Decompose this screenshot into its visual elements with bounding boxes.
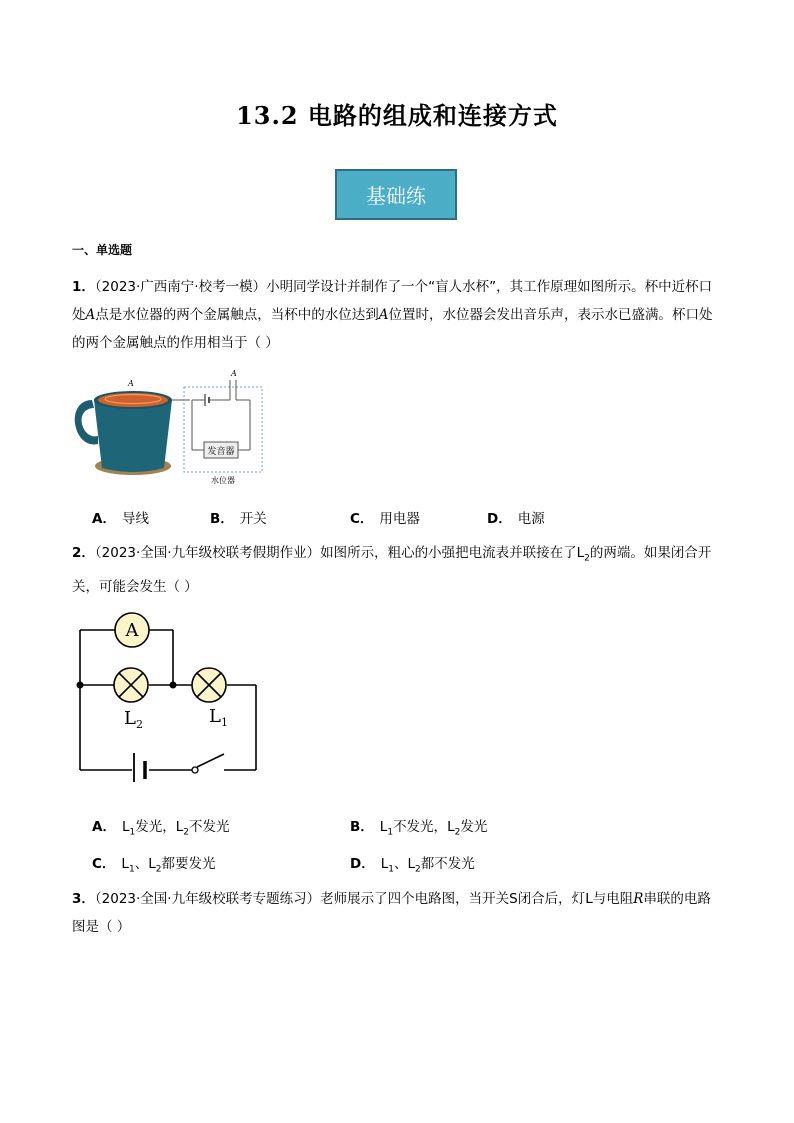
lamp-l2-label: $L_2$	[124, 708, 143, 731]
question-2: 2．（2023·全国·九年级校联考假期作业）如图所示，粗心的小强把电流表并联接在了$L_2$的两端。如果闭合开关，可能会发生（ ）	[72, 545, 712, 595]
cup-illustration	[75, 391, 172, 475]
cup-circuit-figure	[70, 366, 270, 488]
question-source: （2023·全国·九年级校联考专题练习）	[94, 891, 321, 907]
ammeter	[115, 613, 149, 647]
question-text: 的两端。如果闭合开关，可能会发生（ ）	[72, 545, 712, 595]
question-text: 小明同学设计并制作了一个“盲人水杯”，其工作原理如图所示。杯中近杯口处	[72, 279, 713, 323]
option-a[interactable]: A． 导线	[92, 511, 149, 527]
question-number: 1．	[72, 279, 95, 295]
question-source: （2023·全国·九年级校联考假期作业）	[94, 545, 321, 561]
question-3: 3．（2023·全国·九年级校联考专题练习）老师展示了四个电路图，当开关S闭合后，灯L与电阻R串联的电路图是（ ）	[72, 891, 711, 935]
question-text: 串联的电路图是（ ）	[72, 891, 711, 935]
svg-text:A: A	[125, 620, 139, 641]
question-number: 3．	[72, 891, 95, 907]
option-d[interactable]: D． $L_1$、$L_2$都不发光	[350, 856, 475, 875]
section-badge: 基础练	[335, 169, 457, 220]
question-text: 点是水位器的两个金属触点，当杯中的水位达到	[95, 307, 379, 323]
junction-dot	[77, 682, 84, 689]
option-d[interactable]: D． 电源	[487, 511, 545, 527]
junction-dot	[170, 682, 177, 689]
question-1	[72, 273, 722, 357]
question-text: 老师展示了四个电路图，当开关	[320, 891, 510, 907]
question-text: 闭合后，灯	[517, 891, 586, 907]
cup-label: A	[128, 379, 134, 388]
page-title: 13.2 电路的组成和连接方式	[236, 101, 558, 130]
variable: A	[378, 307, 389, 323]
question-number: 2．	[72, 545, 95, 561]
battery	[134, 753, 145, 782]
section-heading: 一、单选题	[72, 243, 133, 257]
option-b[interactable]: B． $L_1$不发光，$L_2$发光	[350, 819, 488, 838]
question-text: 如图所示，粗心的小强把电流表并联接在了	[320, 545, 577, 561]
option-b[interactable]: B． 开关	[210, 511, 267, 527]
lamp-l1-label: $L_1$	[209, 706, 228, 729]
speaker-label: 发音器	[207, 447, 235, 457]
lamp-l2	[114, 668, 148, 702]
switch	[192, 767, 198, 773]
lamp-l1	[192, 668, 226, 702]
option-c[interactable]: C． 用电器	[350, 511, 420, 527]
option-a[interactable]: A． $L_1$发光，$L_2$不发光	[92, 819, 230, 838]
figure-caption: 水位器	[211, 476, 235, 485]
switch-label: A	[231, 369, 237, 378]
variable: A	[85, 307, 96, 323]
question-text: 位置时，水位器会发出音乐声，表示水已盛满。杯口处的两个金属触点的作用相当于（ ）	[72, 307, 713, 351]
question-text: 与电阻	[592, 891, 634, 907]
option-c[interactable]: C． $L_1$、$L_2$都要发光	[92, 856, 216, 875]
question-source: （2023·广西南宁·校考一模）	[94, 279, 267, 295]
ammeter-circuit-figure	[72, 610, 267, 782]
